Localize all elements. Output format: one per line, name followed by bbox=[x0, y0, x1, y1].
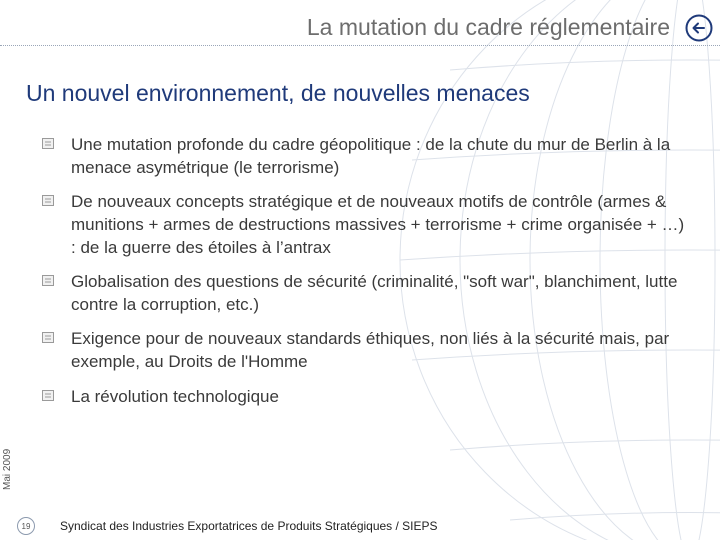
bullet-item bbox=[40, 327, 690, 373]
bullet-icon bbox=[42, 275, 54, 286]
bullet-list bbox=[40, 133, 690, 408]
footer-organization: Syndicat des Industries Exportatrices de Produits Stratégiques / SIEPS bbox=[60, 519, 438, 533]
slide-title: Un nouvel environnement, de nouvelles menaces bbox=[26, 80, 530, 106]
back-arrow-icon[interactable] bbox=[684, 13, 714, 43]
bullet-icon bbox=[42, 390, 54, 401]
page-number: 19 bbox=[17, 517, 35, 535]
bullet-text: Exigence pour de nouveaux standards éthiques, non liés à la sécurité mais, par exemple, au Droits de l'Homme bbox=[71, 329, 670, 371]
header-divider bbox=[0, 45, 720, 46]
bullet-item bbox=[40, 133, 690, 179]
bullet-item bbox=[40, 190, 690, 259]
bullet-text: Une mutation profonde du cadre géopolitique : de la chute du mur de Berlin à la menace asymétrique (le terrorisme) bbox=[71, 135, 671, 177]
bullet-text: La révolution technologique bbox=[71, 387, 279, 406]
bullet-icon bbox=[42, 138, 54, 149]
bullet-text: De nouveaux concepts stratégique et de nouveaux motifs de contrôle (armes & munitions + armes de destructions massives + terrorisme + crime organisée + …) : de la guerre des étoiles à l’antrax bbox=[71, 192, 685, 257]
bullet-icon bbox=[42, 332, 54, 343]
bullet-icon bbox=[42, 195, 54, 206]
bullet-text: Globalisation des questions de sécurité (criminalité, "soft war", blanchiment, lutte contre la corruption, etc.) bbox=[71, 272, 678, 314]
header-title: La mutation du cadre réglementaire bbox=[306, 14, 670, 40]
bullet-item bbox=[40, 270, 690, 316]
side-date: Mai 2009 bbox=[2, 448, 13, 490]
bullet-item bbox=[40, 385, 690, 408]
